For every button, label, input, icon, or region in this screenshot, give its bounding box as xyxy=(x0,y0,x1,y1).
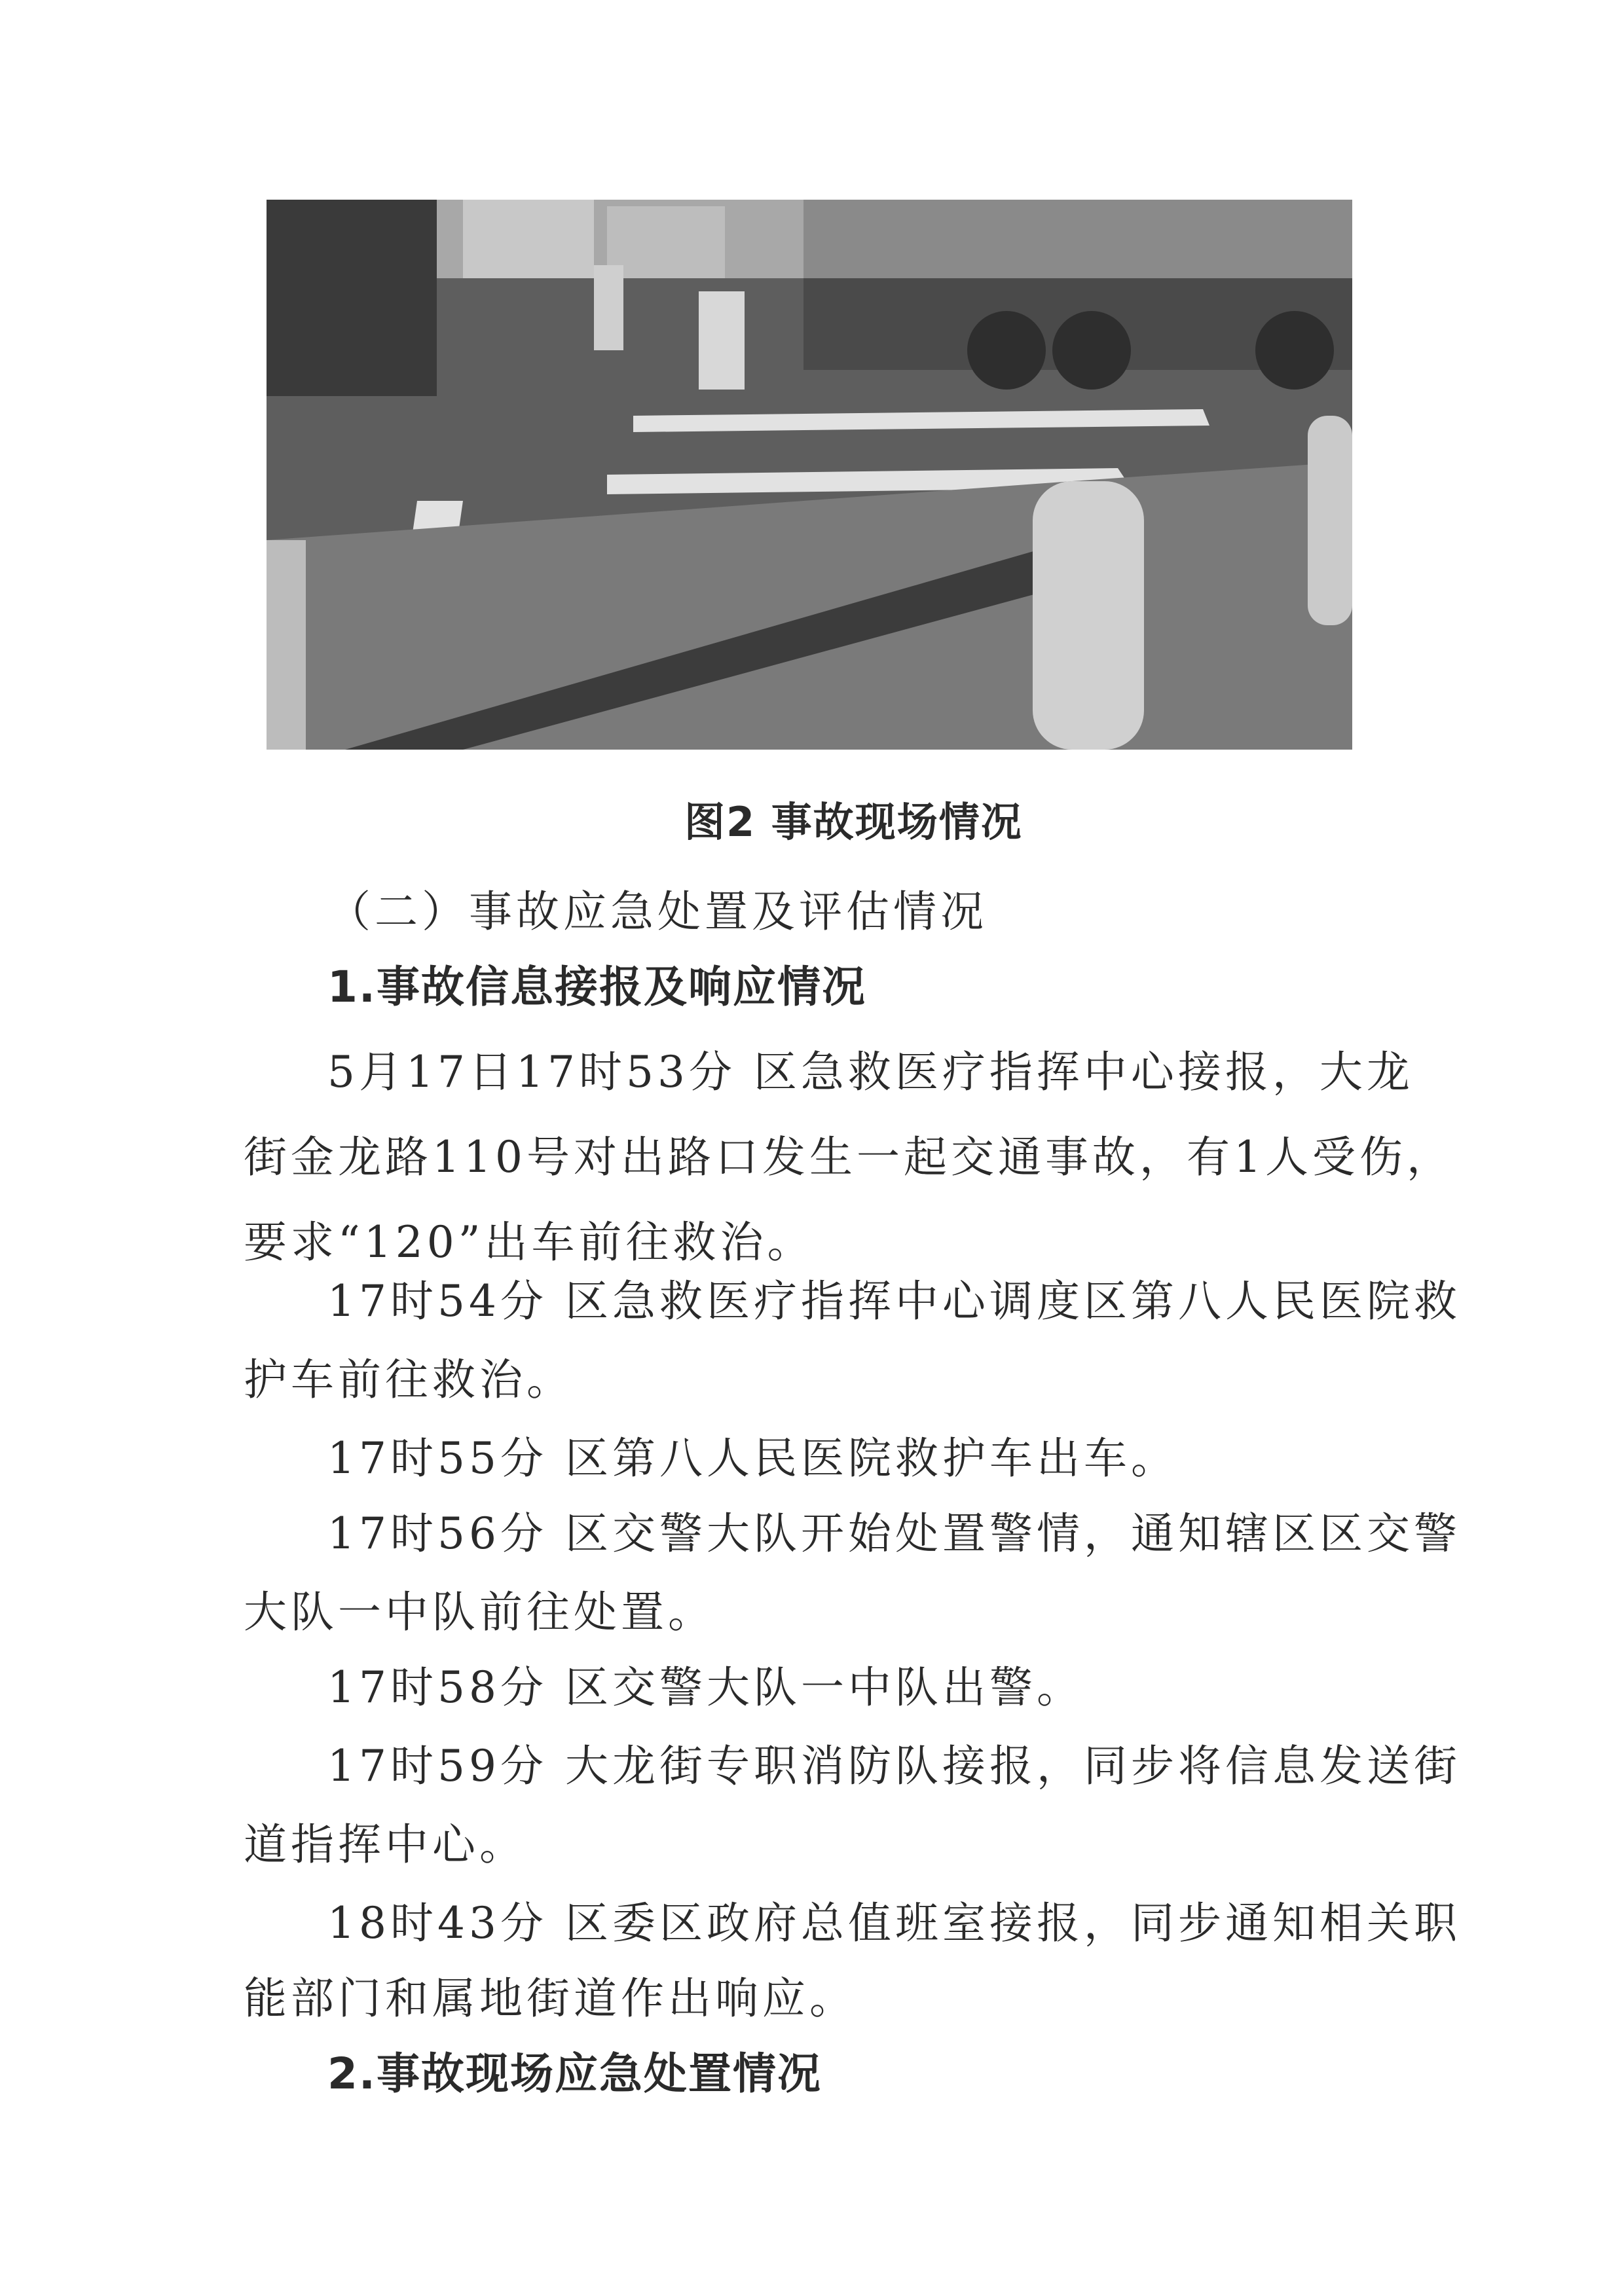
crane-truck xyxy=(267,200,437,396)
accident-scene-photo xyxy=(267,200,1352,750)
paragraph-line: 17时58分 区交警大队一中队出警。 xyxy=(327,1662,1084,1713)
paragraph-line: 17时59分 大龙街专职消防队接报，同步将信息发送街 xyxy=(327,1741,1461,1791)
paragraph-line: 护车前往救治。 xyxy=(244,1355,574,1405)
paragraph-line: 街金龙路110号对出路口发生一起交通事故，有1人受伤， xyxy=(244,1132,1454,1182)
section-heading: （二）事故应急处置及评估情况 xyxy=(327,886,987,937)
subheading-2: 2.事故现场应急处置情况 xyxy=(327,2049,822,2099)
paragraph-line: 18时43分 区委区政府总值班室接报，同步通知相关职 xyxy=(327,1898,1461,1948)
paragraph-line: 道指挥中心。 xyxy=(244,1819,526,1870)
paragraph-line: 5月17日17时53分 区急救医疗指挥中心接报，大龙 xyxy=(327,1047,1414,1097)
subheading-1: 1.事故信息接报及响应情况 xyxy=(327,962,866,1012)
figure-caption: 图2 事故现场情况 xyxy=(684,798,1023,846)
paragraph-line: 17时55分 区第八人民医院救护车出车。 xyxy=(327,1433,1178,1484)
paragraph-line: 能部门和属地街道作出响应。 xyxy=(244,1973,857,2024)
paragraph-line: 要求“120”出车前往救治。 xyxy=(244,1217,815,1267)
paragraph-line: 17时54分 区急救医疗指挥中心调度区第八人民医院救 xyxy=(327,1276,1461,1326)
bollard xyxy=(1033,481,1144,750)
worker xyxy=(699,291,745,390)
paragraph-line: 大队一中队前往处置。 xyxy=(244,1587,715,1637)
paragraph-line: 17时56分 区交警大队开始处置警情，通知辖区区交警 xyxy=(327,1508,1461,1559)
